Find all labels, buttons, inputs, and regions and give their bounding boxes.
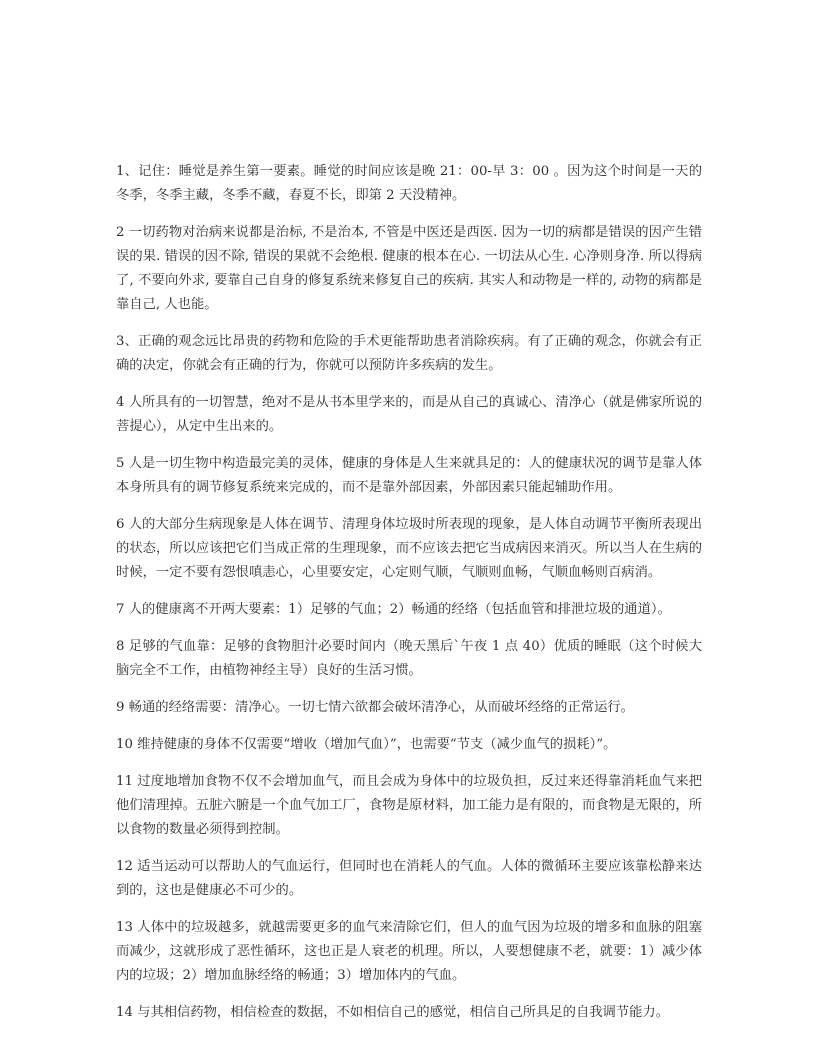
paragraph-6: 6 人的大部分生病现象是人体在调节、清理身体垃圾时所表现的现象，是人体自动调节平衡所表现出的状态，所以应该把它们当成正常的生理现象，而不应该去把它当成病因来消灭。所以当人在生病的时候，一定不要有怨恨嗔恚心，心里要安定，心定则气顺，气顺则血畅，气顺血畅则百病消。: [116, 517, 702, 580]
paragraph-3: 3、正确的观念远比昂贵的药物和危险的手术更能帮助患者消除疾病。有了正确的观念，你就会有正确的决定，你就会有正确的行为，你就可以预防许多疾病的发生。: [116, 334, 702, 373]
paragraph-14: 14 与其相信药物，相信检查的数据，不如相信自己的感觉，相信自己所具足的自我调节能力。: [116, 1005, 670, 1020]
paragraph-5: 5 人是一切生物中构造最完美的灵体，健康的身体是人生来就具足的：人的健康状况的调节是靠人体本身所具有的调节修复系统来完成的，而不是靠外部因素，外部因素只能起辅助作用。: [116, 456, 702, 495]
paragraph-10: 10 维持健康的身体不仅需要“增收（增加气血）”，也需要“节支（减少血气的损耗）”。: [116, 737, 617, 752]
paragraph-12: 12 适当运动可以帮助人的气血运行，但同时也在消耗人的气血。人体的微循环主要应该靠松静来达到的，这也是健康必不可少的。: [116, 859, 702, 898]
paragraph-13: 13 人体中的垃圾越多，就越需要更多的血气来清除它们，但人的血气因为垃圾的增多和血脉的阻塞而减少，这就形成了恶性循环，这也正是人衰老的机理。所以，人要想健康不老，就要：1）减少体内的垃圾；2）增加血脉经络的畅通；3）增加体内的气血。: [116, 920, 702, 983]
paragraph-8: 8 足够的气血靠：足够的食物胆汁必要时间内（晚天黑后`午夜 1 点 40）优质的睡眠（这个时候大脑完全不工作，由植物神经主导）良好的生活习惯。: [116, 639, 702, 678]
paragraph-2: 2 一切药物对治病来说都是治标, 不是治本, 不管是中医还是西医. 因为一切的病都是错误的因产生错误的果. 错误的因不除, 错误的果就不会绝根. 健康的根本在心. 一切法从心生. 心净则身净. 所以得病了, 不要向外求, 要靠自己自身的修复系统来修复自己的疾病. 其实人和动物是一样的, 动物的病都是靠自己, 人也能。: [116, 225, 702, 312]
paragraph-11: 11 过度地增加食物不仅不会增加血气，而且会成为身体中的垃圾负担，反过来还得靠消耗血气来把他们清理掉。五脏六腑是一个血气加工厂，食物是原材料，加工能力是有限的，而食物是无限的，所以食物的数量必须得到控制。: [116, 774, 702, 837]
paragraph-9: 9 畅通的经络需要：清净心。一切七情六欲都会破坏清净心，从而破坏经络的正常运行。: [116, 700, 634, 715]
paragraph-7: 7 人的健康离不开两大要素：1）足够的气血；2）畅通的经络（包括血管和排泄垃圾的通道）。: [116, 602, 671, 617]
document-text-body: [116, 160, 702, 1025]
paragraph-1: 1、记住：睡觉是养生第一要素。睡觉的时间应该是晚 21：00-早 3：00 。因为这个时间是一天的冬季，冬季主藏，冬季不藏，春夏不长，即第 2 天没精神。: [116, 164, 702, 203]
paragraph-4: 4 人所具有的一切智慧，绝对不是从书本里学来的，而是从自己的真诚心、清净心（就是佛家所说的菩提心），从定中生出来的。: [116, 395, 702, 434]
